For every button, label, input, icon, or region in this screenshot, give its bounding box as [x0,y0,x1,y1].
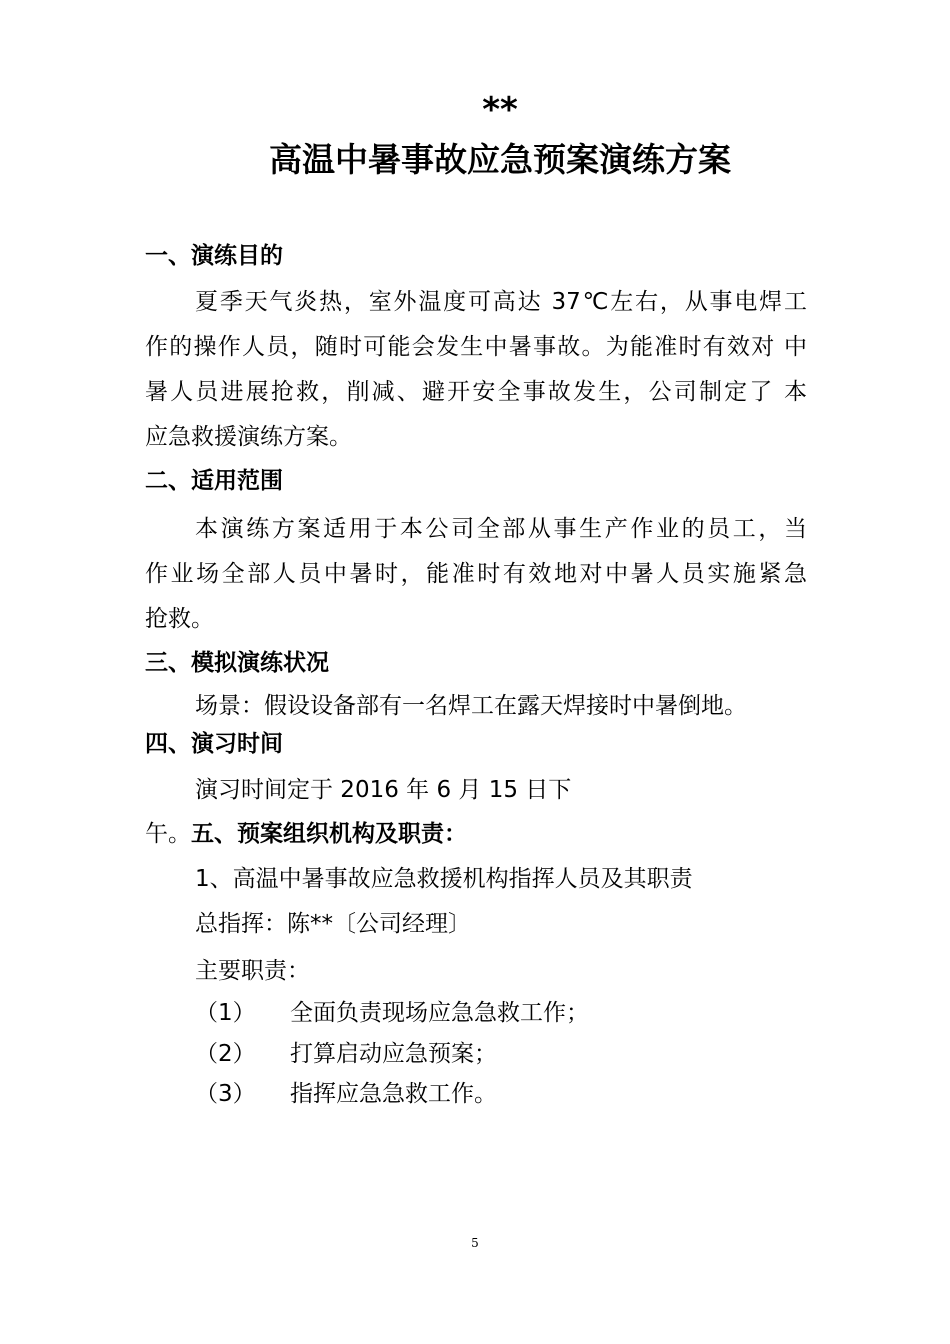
paragraph-line: 抢救。 [145,606,214,632]
paragraph-tail: 午。 [145,821,191,847]
list-item-text: 打算启动应急预案； [290,1041,497,1067]
section-heading-scenario: 三、模拟演练状况 [145,650,329,676]
list-item-number: （2） [195,1041,256,1067]
paragraph-line-mixed [145,818,467,850]
title-stars: ** [482,90,518,130]
list-item-text: 全面负责现场应急急救工作； [290,1000,589,1026]
paragraph-line: 暑人员进展抢救，削减、避开安全事故发生，公司制定了 本 [145,379,807,405]
paragraph-line: 应急救援演练方案。 [145,424,352,450]
list-item-text: 指挥应急急救工作。 [290,1081,497,1107]
commander-line: 总指挥：陈**〔公司经理〕 [195,911,471,937]
list-item-number: （1） [195,1000,256,1026]
section-heading-purpose: 一、演练目的 [145,243,283,269]
paragraph-line: 演习时间定于 2016 年 6 月 15 日下 [195,777,572,803]
paragraph-line: 作的操作人员，随时可能会发生中暑事故。为能准时有效对 中 [145,334,807,360]
paragraph-line: 本演练方案适用于本公司全部从事生产作业的员工，当 [195,516,807,542]
paragraph-line: 作业场全部人员中暑时，能准时有效地对中暑人员实施紧急 [145,561,807,587]
duties-label: 主要职责： [195,958,310,984]
document-title: 高温中暑事故应急预案演练方案 [269,140,731,179]
section-heading-time: 四、演习时间 [145,731,283,757]
paragraph-line: 场景：假设设备部有一名焊工在露天焊接时中暑倒地。 [195,693,747,719]
section-heading-scope: 二、适用范围 [145,468,283,494]
paragraph-line: 夏季天气炎热，室外温度可高达 37℃左右，从事电焊工 [195,289,807,315]
list-item-number: （3） [195,1081,256,1107]
section-heading-organization: 五、预案组织机构及职责： [191,821,467,847]
page-number: 5 [471,1236,479,1250]
subsection-title: 1、高温中暑事故应急救援机构指挥人员及其职责 [195,866,693,892]
